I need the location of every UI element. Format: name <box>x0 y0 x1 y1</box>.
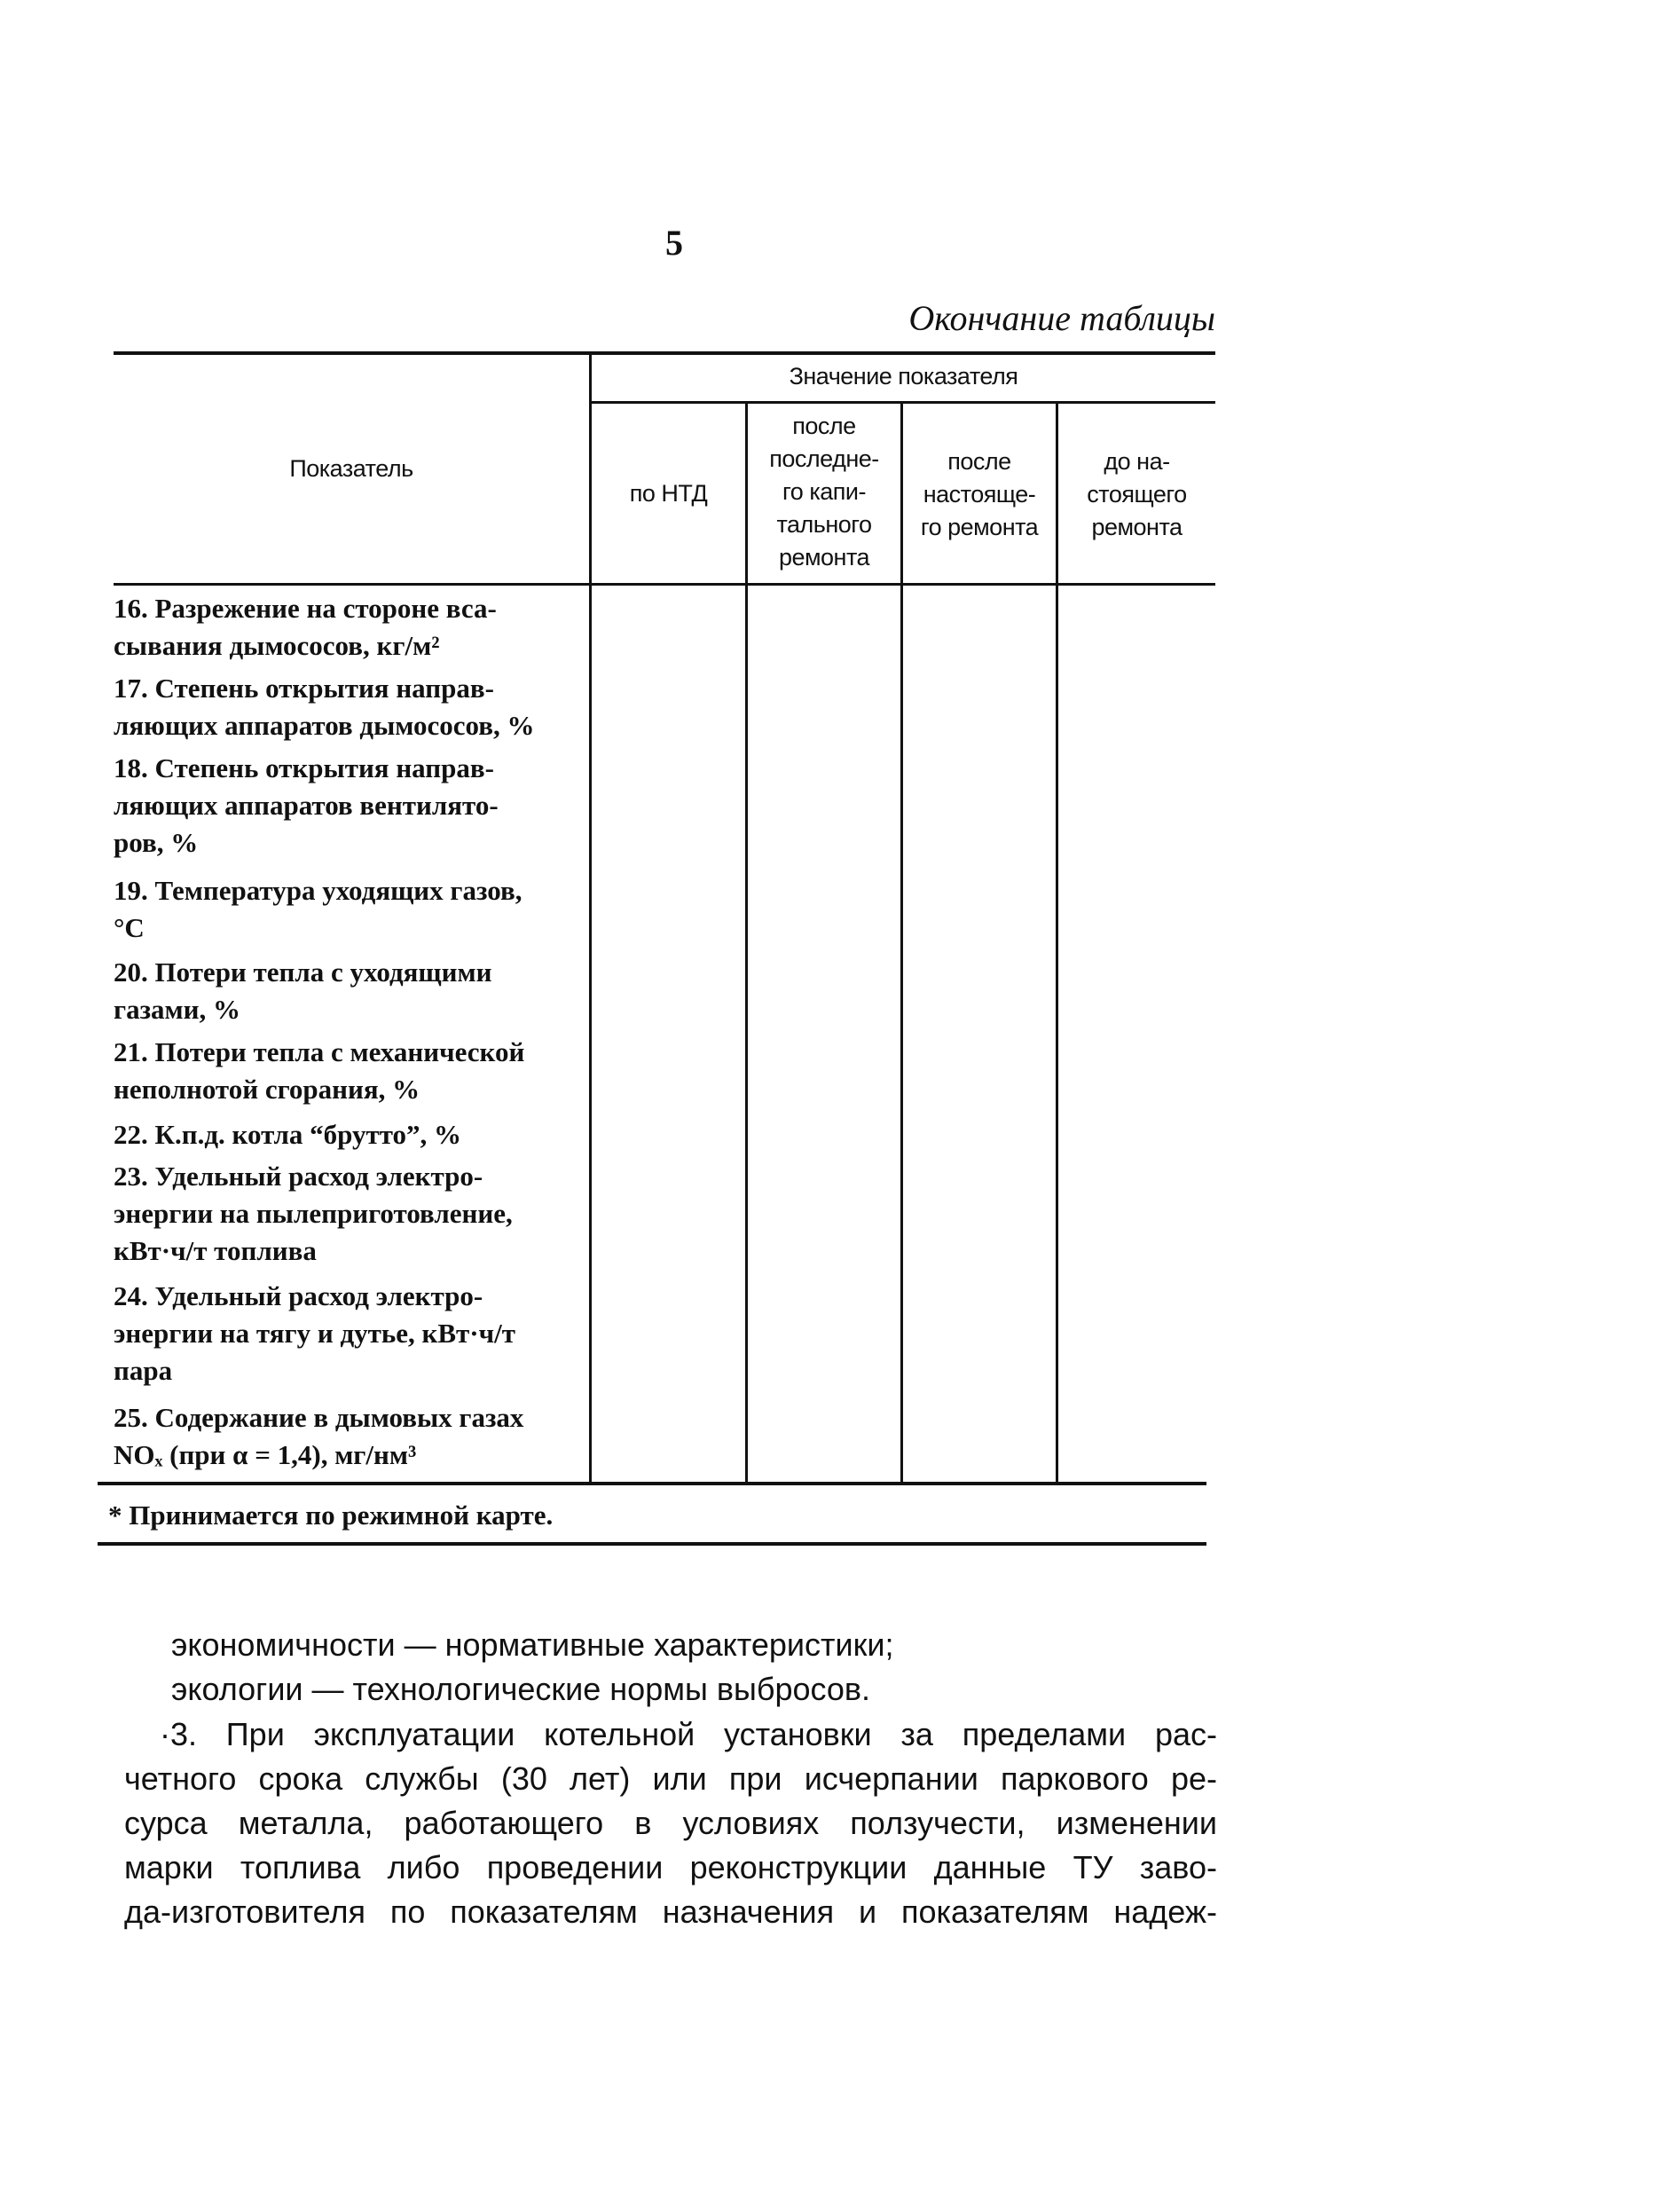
header-line: до на- <box>1104 448 1170 475</box>
body-line: экологии — технологические нормы выбросов. <box>171 1671 871 1707</box>
header-col-ntd <box>592 477 745 510</box>
header-line: тального <box>776 511 872 538</box>
header-line: после <box>947 448 1011 475</box>
body-line: марки топлива либо проведении реконструкции данные ТУ заво- <box>124 1849 1217 1885</box>
body-line: четного срока службы (30 лет) или при исчерпании паркового ре- <box>124 1760 1217 1797</box>
row-line: 22. К.п.д. котла “брутто”, % <box>114 1119 462 1150</box>
table-row <box>114 1158 584 1270</box>
row-line: газами, % <box>114 994 241 1025</box>
header-line: го ремонта <box>920 514 1039 540</box>
header-value-group: Значение показателя <box>789 363 1018 390</box>
header-bottom-rule <box>114 583 1215 586</box>
header-line: последне- <box>769 445 879 472</box>
table-row <box>114 1399 584 1474</box>
table-row <box>114 590 584 665</box>
row-line: 19. Температура уходящих газов, <box>114 875 523 906</box>
header-line: по НТД <box>629 480 708 507</box>
column-divider-1 <box>589 353 592 1483</box>
header-line: ремонта <box>778 544 870 571</box>
column-divider-4 <box>1056 402 1058 1483</box>
row-line: 16. Разрежение на стороне вса- <box>114 593 497 624</box>
body-line: экономичности — нормативные характеристики; <box>171 1626 894 1663</box>
table-row <box>114 1034 584 1108</box>
table-row <box>114 750 584 862</box>
row-line: 25. Содержание в дымовых газах <box>114 1402 524 1433</box>
column-divider-3 <box>900 402 903 1483</box>
table-footnote: * Принимается по режимной карте. <box>108 1500 554 1531</box>
row-line: энергии на тягу и дутье, кВт·ч/т <box>114 1318 515 1349</box>
body-line: да-изготовителя по показателям назначения и показателям надеж- <box>124 1893 1217 1930</box>
row-line: 23. Удельный расход электро- <box>114 1161 483 1192</box>
row-line: NOₓ (при α = 1,4), мг/нм³ <box>114 1439 417 1470</box>
table-bottom-rule <box>98 1482 1206 1485</box>
row-line: 18. Степень открытия направ- <box>114 752 494 783</box>
header-line: после <box>792 413 856 439</box>
table-caption: Окончание таблицы <box>908 298 1215 338</box>
header-line: настояще- <box>923 481 1036 508</box>
row-line: ров, % <box>114 827 199 858</box>
header-line: стоящего <box>1087 481 1187 508</box>
header-indicator: Показатель <box>289 455 413 482</box>
row-line: ляющих аппаратов дымососов, % <box>114 710 535 741</box>
table-row <box>114 670 584 744</box>
header-col-after-current <box>903 445 1056 544</box>
header-line: го капи- <box>782 478 866 505</box>
row-line: °С <box>114 912 145 943</box>
table-row <box>114 954 584 1028</box>
row-line: пара <box>114 1355 173 1386</box>
row-line: 21. Потери тепла с механической <box>114 1036 525 1067</box>
row-line: сывания дымососов, кг/м² <box>114 630 440 661</box>
footnote-bottom-rule <box>98 1542 1206 1546</box>
row-line: 17. Степень открытия направ- <box>114 673 494 704</box>
header-col-before-current <box>1058 445 1215 544</box>
header-col-after-last-capital <box>748 410 900 574</box>
table-row <box>114 1116 584 1153</box>
row-line: кВт·ч/т топлива <box>114 1235 317 1266</box>
table-row <box>114 872 584 947</box>
table-top-rule <box>114 351 1215 355</box>
row-line: ляющих аппаратов вентилято- <box>114 790 499 821</box>
row-line: энергии на пылеприготовление, <box>114 1198 513 1229</box>
header-line: ремонта <box>1091 514 1183 540</box>
row-line: 20. Потери тепла с уходящими <box>114 956 492 988</box>
row-line: 24. Удельный расход электро- <box>114 1280 483 1311</box>
body-line: ·3. При эксплуатации котельной установки за пределами рас- <box>160 1716 1217 1752</box>
table-row <box>114 1278 584 1389</box>
page-number: 5 <box>665 223 683 263</box>
body-line: сурса металла, работающего в условиях ползучести, изменении <box>124 1805 1217 1841</box>
row-line: неполнотой сгорания, % <box>114 1074 420 1105</box>
